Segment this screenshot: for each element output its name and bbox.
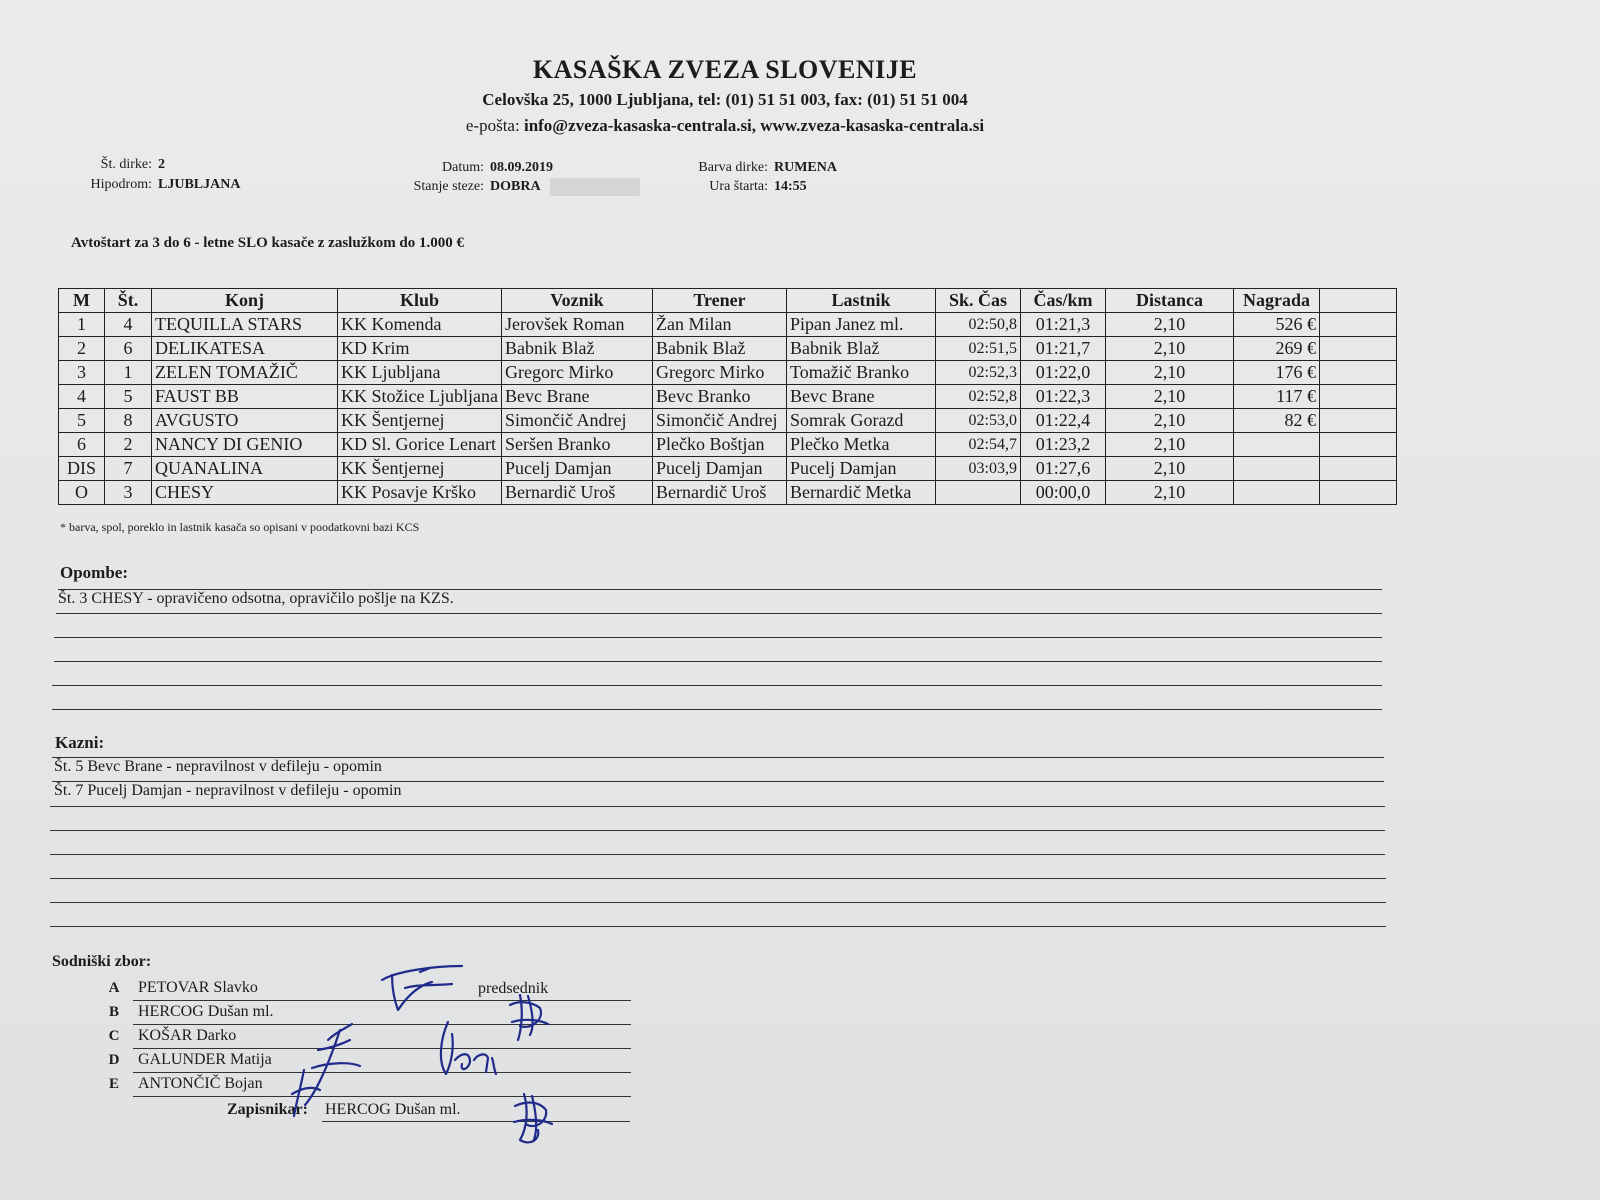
organization-title: KASAŠKA ZVEZA SLOVENIJE [532,55,918,84]
penalties-label: Kazni: [55,733,105,752]
cell-owner: Tomažič Branko [786,361,935,385]
race-date [400,160,553,176]
date-label: Datum: [442,160,484,175]
cell-time-per-km: 01:23,2 [1020,433,1105,457]
track [80,177,240,193]
cell-total-time: 02:52,3 [935,361,1020,385]
cell-time-per-km: 01:22,0 [1020,361,1105,385]
cell-club: KD Krim [338,337,502,361]
cell-number: 1 [105,361,152,385]
remark-line-1: Št. 3 CHESY - opravičeno odsotna, opravičilo pošlje na KZS. [58,590,454,607]
cell-number: 7 [105,457,152,481]
cell-distance: 2,10 [1105,481,1233,505]
race-color [680,160,837,176]
race-title: Avtoštart za 3 do 6 - letne SLO kasače z zaslužkom do 1.000 € [71,235,465,251]
col-header: Konj [152,289,338,313]
track-value: LJUBLJANA [158,177,241,192]
table-row [59,433,1397,457]
cell-distance: 2,10 [1105,385,1233,409]
cell-time-per-km: 01:21,3 [1020,313,1105,337]
color-value: RUMENA [774,160,837,175]
cell-number: 2 [105,433,152,457]
redaction-smudge [550,178,640,196]
email-value: info@zveza-kasaska-centrala.si, www.zveza-kasaska-centrala.si [523,116,985,135]
cell-driver: Seršen Branko [501,433,652,457]
jury-letter: E [108,1076,119,1092]
col-header: Trener [652,289,786,313]
cell-time-per-km: 01:22,3 [1020,385,1105,409]
ruled-line [50,878,1386,879]
cell-horse: TEQUILLA STARS [152,313,338,337]
race-number-label: Št. dirke: [100,157,152,172]
ruled-line [54,661,1382,662]
email-label: e-pošta: [465,116,520,135]
cell-prize: 526 € [1233,313,1319,337]
signature-b [510,995,548,1040]
cell-place: 5 [59,409,105,433]
cell-number: 3 [105,481,152,505]
cell-place: O [59,481,105,505]
cell-prize: 269 € [1233,337,1319,361]
cell-club: KD Sl. Gorice Lenart [338,433,502,457]
start-time [680,179,807,195]
cell-time-per-km: 00:00,0 [1020,481,1105,505]
cell-empty [1319,457,1396,481]
track-condition [400,179,541,195]
cell-prize [1233,433,1319,457]
jury-member-name: HERCOG Dušan ml. [138,1003,274,1020]
results-table [58,288,1397,505]
cell-empty [1319,313,1396,337]
cell-total-time [935,481,1020,505]
cell-empty [1319,337,1396,361]
table-row [59,337,1397,361]
cell-prize: 176 € [1233,361,1319,385]
cell-horse: CHESY [152,481,338,505]
cell-number: 4 [105,313,152,337]
cell-horse: ZELEN TOMAŽIČ [152,361,338,385]
cell-place: 1 [59,313,105,337]
col-header: Distanca [1105,289,1233,313]
cell-club: KK Stožice Ljubljana [338,385,502,409]
cell-place: 6 [59,433,105,457]
cell-time-per-km: 01:22,4 [1020,409,1105,433]
cell-place: 2 [59,337,105,361]
ruled-line [52,685,1382,686]
cell-empty [1319,481,1396,505]
cell-club: KK Komenda [338,313,502,337]
cell-owner: Somrak Gorazd [786,409,935,433]
race-number [94,157,165,173]
signature-line [133,1024,631,1025]
signature-line [133,1096,631,1097]
race-number-value: 2 [158,157,165,172]
cell-empty [1319,385,1396,409]
condition-value: DOBRA [490,179,541,194]
cell-club: KK Šentjernej [338,409,502,433]
cell-driver: Simončič Andrej [501,409,652,433]
col-header: Klub [338,289,502,313]
ruled-line [52,709,1382,710]
table-header-row [59,289,1397,313]
jury-letter: C [108,1028,120,1044]
col-header-empty [1319,289,1396,313]
cell-place: 4 [59,385,105,409]
cell-driver: Jerovšek Roman [501,313,652,337]
cell-number: 6 [105,337,152,361]
color-label: Barva dirke: [698,160,768,175]
cell-club: KK Šentjernej [338,457,502,481]
cell-distance: 2,10 [1105,361,1233,385]
cell-trainer: Simončič Andrej [652,409,786,433]
recorder-signature-line [322,1121,630,1122]
col-header: Nagrada [1233,289,1319,313]
cell-trainer: Gregorc Mirko [652,361,786,385]
cell-time-per-km: 01:27,6 [1020,457,1105,481]
signature-c [305,1024,360,1105]
col-header: Št. [105,289,152,313]
cell-distance: 2,10 [1105,313,1233,337]
cell-trainer: Žan Milan [652,313,786,337]
cell-total-time: 02:51,5 [935,337,1020,361]
cell-driver: Babnik Blaž [501,337,652,361]
cell-owner: Pucelj Damjan [786,457,935,481]
cell-total-time: 02:54,7 [935,433,1020,457]
cell-horse: FAUST BB [152,385,338,409]
organization-address: Celovška 25, 1000 Ljubljana, tel: (01) 51 51 003, fax: (01) 51 51 004 [482,90,968,109]
cell-distance: 2,10 [1105,409,1233,433]
cell-owner: Babnik Blaž [786,337,935,361]
results-body [59,313,1397,505]
cell-number: 5 [105,385,152,409]
jury-member-name: KOŠAR Darko [138,1027,237,1044]
cell-owner: Plečko Metka [786,433,935,457]
signature-recorder [514,1094,552,1142]
table-row [59,385,1397,409]
jury-member-name: GALUNDER Matija [138,1051,272,1068]
recorder-name: HERCOG Dušan ml. [325,1101,461,1118]
signature-line [133,1048,631,1049]
condition-label: Stanje steze: [413,179,484,194]
cell-distance: 2,10 [1105,457,1233,481]
ruled-line [50,806,1385,807]
cell-driver: Bevc Brane [501,385,652,409]
cell-trainer: Babnik Blaž [652,337,786,361]
signature-line [133,1000,631,1001]
cell-horse: QUANALINA [152,457,338,481]
penalty-line-2: Št. 7 Pucelj Damjan - nepravilnost v defileju - opomin [54,782,402,799]
cell-club: KK Ljubljana [338,361,502,385]
cell-club: KK Posavje Krško [338,481,502,505]
table-row [59,313,1397,337]
cell-place: DIS [59,457,105,481]
cell-driver: Pucelj Damjan [501,457,652,481]
track-label: Hipodrom: [90,177,152,192]
date-value: 08.09.2019 [490,160,553,175]
penalty-line-1: Št. 5 Bevc Brane - nepravilnost v defileju - opomin [54,758,382,775]
cell-place: 3 [59,361,105,385]
cell-trainer: Pucelj Damjan [652,457,786,481]
cell-total-time: 02:53,0 [935,409,1020,433]
col-header: Lastnik [786,289,935,313]
cell-driver: Bernardič Uroš [501,481,652,505]
cell-distance: 2,10 [1105,337,1233,361]
cell-time-per-km: 01:21,7 [1020,337,1105,361]
col-header: Voznik [501,289,652,313]
remarks-label: Opombe: [60,563,128,582]
cell-horse: AVGUSTO [152,409,338,433]
cell-owner: Bernardič Metka [786,481,935,505]
cell-prize [1233,457,1319,481]
jury-letter: A [108,980,120,996]
cell-owner: Bevc Brane [786,385,935,409]
ruled-line [50,854,1385,855]
cell-driver: Gregorc Mirko [501,361,652,385]
ruled-line [50,830,1385,831]
ruled-line [50,902,1386,903]
footnote: * barva, spol, poreklo in lastnik kasača so opisani v poodatkovni bazi KCS [60,520,420,534]
ruled-line [54,637,1382,638]
signature-a [382,966,462,1010]
cell-total-time: 03:03,9 [935,457,1020,481]
cell-total-time: 02:50,8 [935,313,1020,337]
col-header: Sk. Čas [935,289,1020,313]
organization-contact [0,116,1450,136]
cell-total-time: 02:52,8 [935,385,1020,409]
chair-label: predsednik [478,980,549,997]
cell-number: 8 [105,409,152,433]
start-label: Ura štarta: [709,179,768,194]
cell-distance: 2,10 [1105,433,1233,457]
cell-prize: 117 € [1233,385,1319,409]
cell-trainer: Plečko Boštjan [652,433,786,457]
cell-horse: DELIKATESA [152,337,338,361]
signature-line [133,1072,631,1073]
cell-trainer: Bernardič Uroš [652,481,786,505]
table-row [59,409,1397,433]
recorder-label: Zapisnikar: [227,1101,308,1118]
col-header: M [59,289,105,313]
table-row [59,361,1397,385]
jury-letter: D [108,1052,120,1068]
jury-letter: B [108,1004,119,1020]
ruled-line [56,613,1382,614]
cell-prize: 82 € [1233,409,1319,433]
cell-empty [1319,361,1396,385]
jury-member-name: PETOVAR Slavko [138,979,258,996]
ruled-line [50,926,1386,927]
cell-trainer: Bevc Branko [652,385,786,409]
cell-owner: Pipan Janez ml. [786,313,935,337]
col-header: Čas/km [1020,289,1105,313]
cell-empty [1319,409,1396,433]
table-row [59,457,1397,481]
jury-member-name: ANTONČIČ Bojan [138,1075,263,1092]
start-value: 14:55 [774,179,807,194]
cell-empty [1319,433,1396,457]
table-row [59,481,1397,505]
cell-prize [1233,481,1319,505]
cell-horse: NANCY DI GENIO [152,433,338,457]
jury-label: Sodniški zbor: [52,953,152,970]
